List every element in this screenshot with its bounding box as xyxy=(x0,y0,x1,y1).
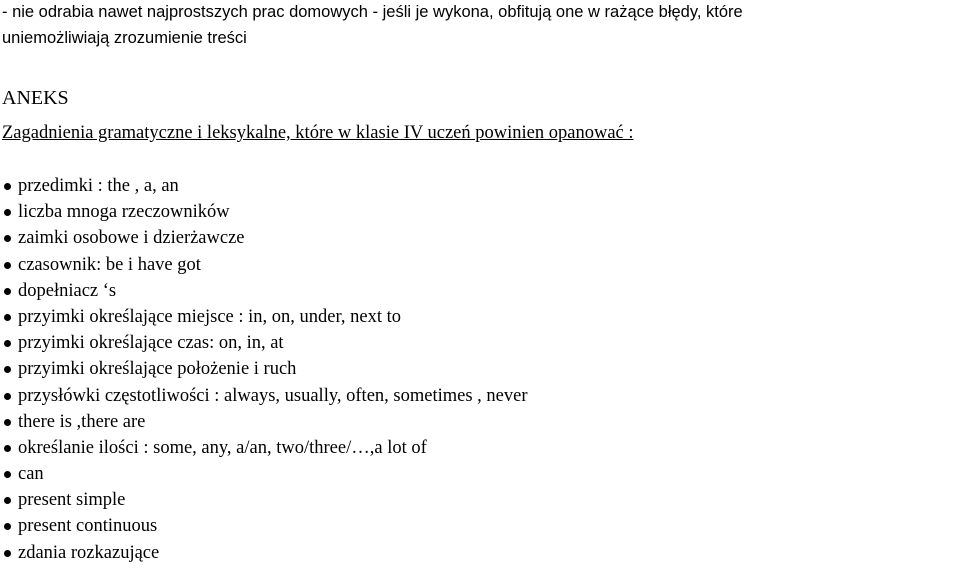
list-item-text: present simple xyxy=(18,490,126,511)
bullet-icon xyxy=(4,183,11,190)
section-subheading: Zagadnienia gramatyczne i leksykalne, które w klasie IV uczeń powinien opanować : xyxy=(2,123,634,143)
list-item-text: zdania rozkazujące xyxy=(18,542,160,563)
list-item-text: przedimki : the , a, an xyxy=(18,176,179,196)
bullet-icon xyxy=(4,523,11,530)
bullet-icon xyxy=(4,497,11,504)
bullet-icon xyxy=(4,288,11,295)
bullet-icon xyxy=(4,393,11,400)
list-item-text: czasownik: be i have got xyxy=(18,254,201,275)
list-item-text: present continuous xyxy=(18,516,158,537)
list-item-text: przysłówki częstotliwości : always, usually, often, sometimes , never xyxy=(18,385,528,406)
list-item-text: przyimki określające czas: on, in, at xyxy=(18,333,284,354)
bullet-icon xyxy=(4,419,11,426)
list-item-text: przyimki określające miejsce : in, on, under, next to xyxy=(18,306,402,327)
list-item-text: określanie ilości : some, any, a/an, two/three/…,a lot of xyxy=(18,437,427,458)
bullet-icon xyxy=(4,340,11,347)
bullet-icon xyxy=(4,550,11,557)
bullet-icon xyxy=(4,262,11,269)
list-item-text: can xyxy=(18,464,44,485)
list-item-text: przyimki określające położenie i ruch xyxy=(18,359,297,380)
list-item-text: zaimki osobowe i dzierżawcze xyxy=(18,228,245,249)
intro-line-2: uniemożliwiają zrozumienie treści xyxy=(2,29,247,47)
list-item-text: liczba mnoga rzeczowników xyxy=(18,202,230,223)
list-item-text: dopełniacz ‘s xyxy=(18,280,117,301)
bullet-icon xyxy=(4,235,11,242)
bullet-icon xyxy=(4,366,11,373)
list-item-text: there is ,there are xyxy=(18,411,146,432)
bullet-icon xyxy=(4,209,11,216)
bullet-icon xyxy=(4,445,11,452)
bullet-icon xyxy=(4,314,11,321)
section-heading: ANEKS xyxy=(2,87,69,109)
bullet-icon xyxy=(4,471,11,478)
intro-line-1: - nie odrabia nawet najprostszych prac domowych - jeśli je wykona, obfitują one w rażące błędy, które xyxy=(2,3,743,21)
